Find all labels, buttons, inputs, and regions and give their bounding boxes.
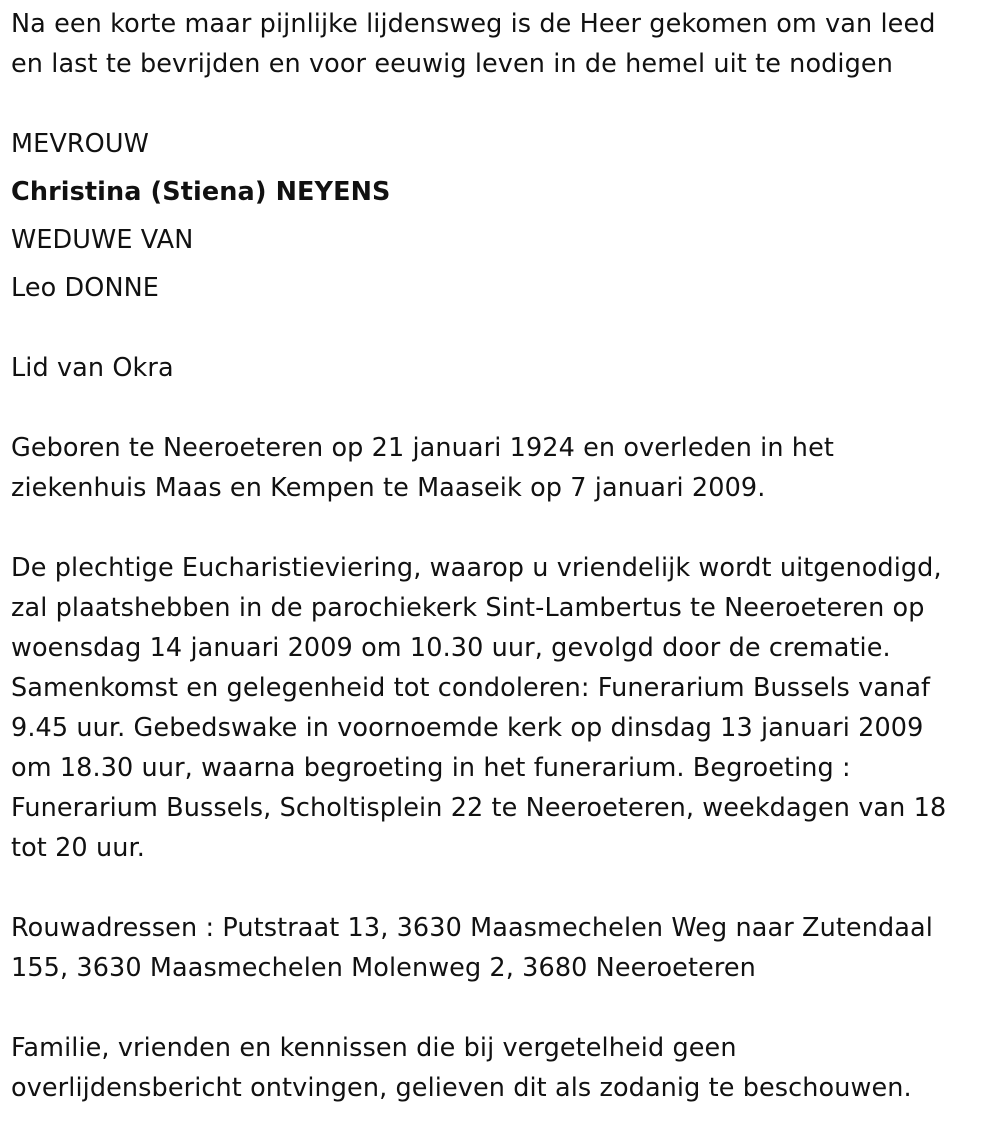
spouse-name: Leo DONNE	[11, 273, 160, 303]
birth-death-paragraph	[11, 428, 988, 508]
ceremony-paragraph	[11, 548, 988, 868]
closing-line: overlijdensbericht ontvingen, gelieven dit als zodanig te beschouwen.	[11, 1073, 912, 1103]
membership-text: Lid van Okra	[11, 353, 174, 383]
address-line: Rouwadressen : Putstraat 13, 3630 Maasmechelen Weg naar Zutendaal	[11, 913, 933, 943]
closing-paragraph	[11, 1028, 988, 1108]
ceremony-line: tot 20 uur.	[11, 833, 145, 863]
intro-line: en last te bevrijden en voor eeuwig leven in de hemel uit te nodigen	[11, 49, 893, 79]
ceremony-line: Funerarium Bussels, Scholtisplein 22 te Neeroeteren, weekdagen van 18	[11, 793, 947, 823]
address-line: 155, 3630 Maasmechelen Molenweg 2, 3680 Neeroeteren	[11, 953, 756, 983]
ceremony-line: om 18.30 uur, waarna begroeting in het funerarium. Begroeting :	[11, 753, 851, 783]
birth-death-line: Geboren te Neeroeteren op 21 januari 1924 en overleden in het	[11, 433, 834, 463]
addresses-paragraph	[11, 908, 988, 988]
ceremony-line: zal plaatshebben in de parochiekerk Sint-Lambertus te Neeroeteren op	[11, 593, 925, 623]
intro-line: Na een korte maar pijnlijke lijdensweg is de Heer gekomen om van leed	[11, 9, 936, 39]
membership-paragraph	[11, 348, 988, 388]
title-prefix: MEVROUW	[11, 129, 149, 159]
relation-label: WEDUWE VAN	[11, 225, 194, 255]
deceased-name: Christina (Stiena) NEYENS	[11, 177, 391, 207]
ceremony-line: woensdag 14 januari 2009 om 10.30 uur, gevolgd door de crematie.	[11, 633, 891, 663]
ceremony-line: 9.45 uur. Gebedswake in voornoemde kerk op dinsdag 13 januari 2009	[11, 713, 924, 743]
birth-death-line: ziekenhuis Maas en Kempen te Maaseik op 7 januari 2009.	[11, 473, 766, 503]
title-block	[11, 124, 988, 308]
intro-paragraph	[11, 4, 988, 84]
ceremony-line: Samenkomst en gelegenheid tot condoleren: Funerarium Bussels vanaf	[11, 673, 931, 703]
ceremony-line: De plechtige Eucharistieviering, waarop u vriendelijk wordt uitgenodigd,	[11, 553, 942, 583]
closing-line: Familie, vrienden en kennissen die bij vergetelheid geen	[11, 1033, 737, 1063]
